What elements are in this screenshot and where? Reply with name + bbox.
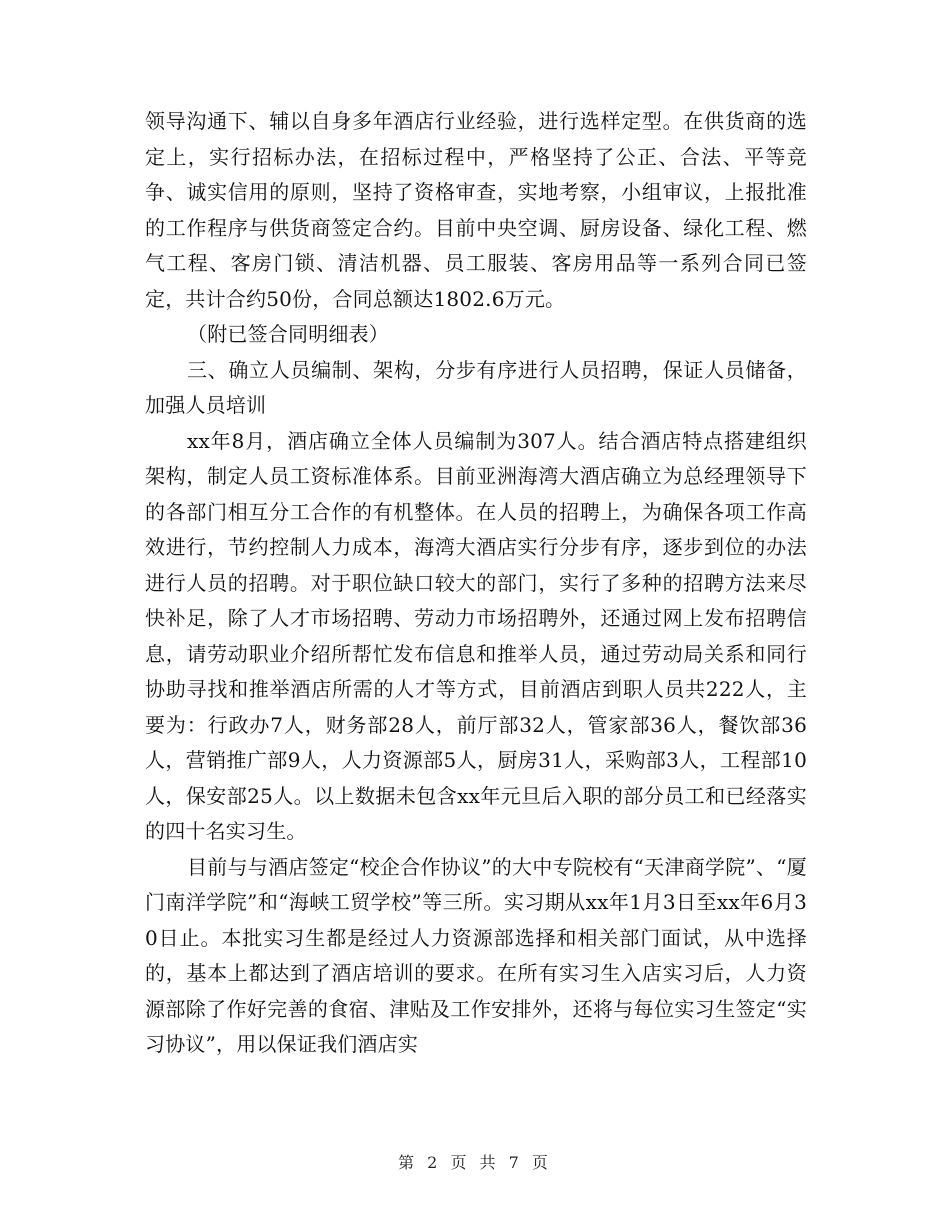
paragraph-intern-cooperation: 目前与与酒店签定“校企合作协议”的大中专院校有“天津商学院”、“厦门南洋学院”和“海峡工贸学校”等三所。实习期从xx年1月3日至xx年6月30日止。本批实习生都是经过人力资源部选择和相关部门面试，从中选择的，基本上都达到了酒店培训的要求。在所有实习生入店实习后，人力资源部除了作好完善的食宿、津贴及工作安排外，还将与每位实习生签定“实习协议”，用以保证我们酒店实 xyxy=(145,854,807,1056)
page-footer: 第 2 页 共 7 页 xyxy=(398,1153,552,1172)
document-body xyxy=(145,104,807,1063)
paragraph-supplier-selection: 领导沟通下、辅以自身多年酒店行业经验，进行选样定型。在供货商的选定上，实行招标办法，在招标过程中，严格坚持了公正、合法、平等竞争、诚实信用的原则，坚持了资格审查，实地考察，小组审议，上报批准的工作程序与供货商签定合约。目前中央空调、厨房设备、绿化工程、燃气工程、客房门锁、清洁机器、员工服装、客房用品等一系列合同已签定，共计合约50份，合同总额达1802.6万元。 xyxy=(145,109,807,311)
paragraph-staffing-details: xx年8月，酒店确立全体人员编制为307人。结合酒店特点搭建组织架构，制定人员工资标准体系。目前亚洲海湾大酒店确立为总经理领导下的各部门相互分工合作的有机整体。在人员的招聘上，为确保各项工作高效进行，节约控制人力成本，海湾大酒店实行分步有序，逐步到位的办法进行人员的招聘。对于职位缺口较大的部门，实行了多种的招聘方法来尽快补足，除了人才市场招聘、劳动力市场招聘外，还通过网上发布招聘信息，请劳动职业介绍所帮忙发布信息和推举人员，通过劳动局关系和同行协助寻找和推举酒店所需的人才等方式，目前酒店到职人员共222人，主要为：行政办7人，财务部28人，前厅部32人，管家部36人，餐饮部36人，营销推广部9人，人力资源部5人，厨房31人，采购部3人，工程部10人，保安部25人。以上数据未包含xx年元旦后入职的部分员工和已经落实的四十名实习生。 xyxy=(145,428,807,843)
section-heading-staffing: 三、确立人员编制、架构，分步有序进行人员招聘，保证人员储备，加强人员培训 xyxy=(145,357,807,417)
paragraph-attachment-note: （附已签合同明细表） xyxy=(187,322,389,346)
